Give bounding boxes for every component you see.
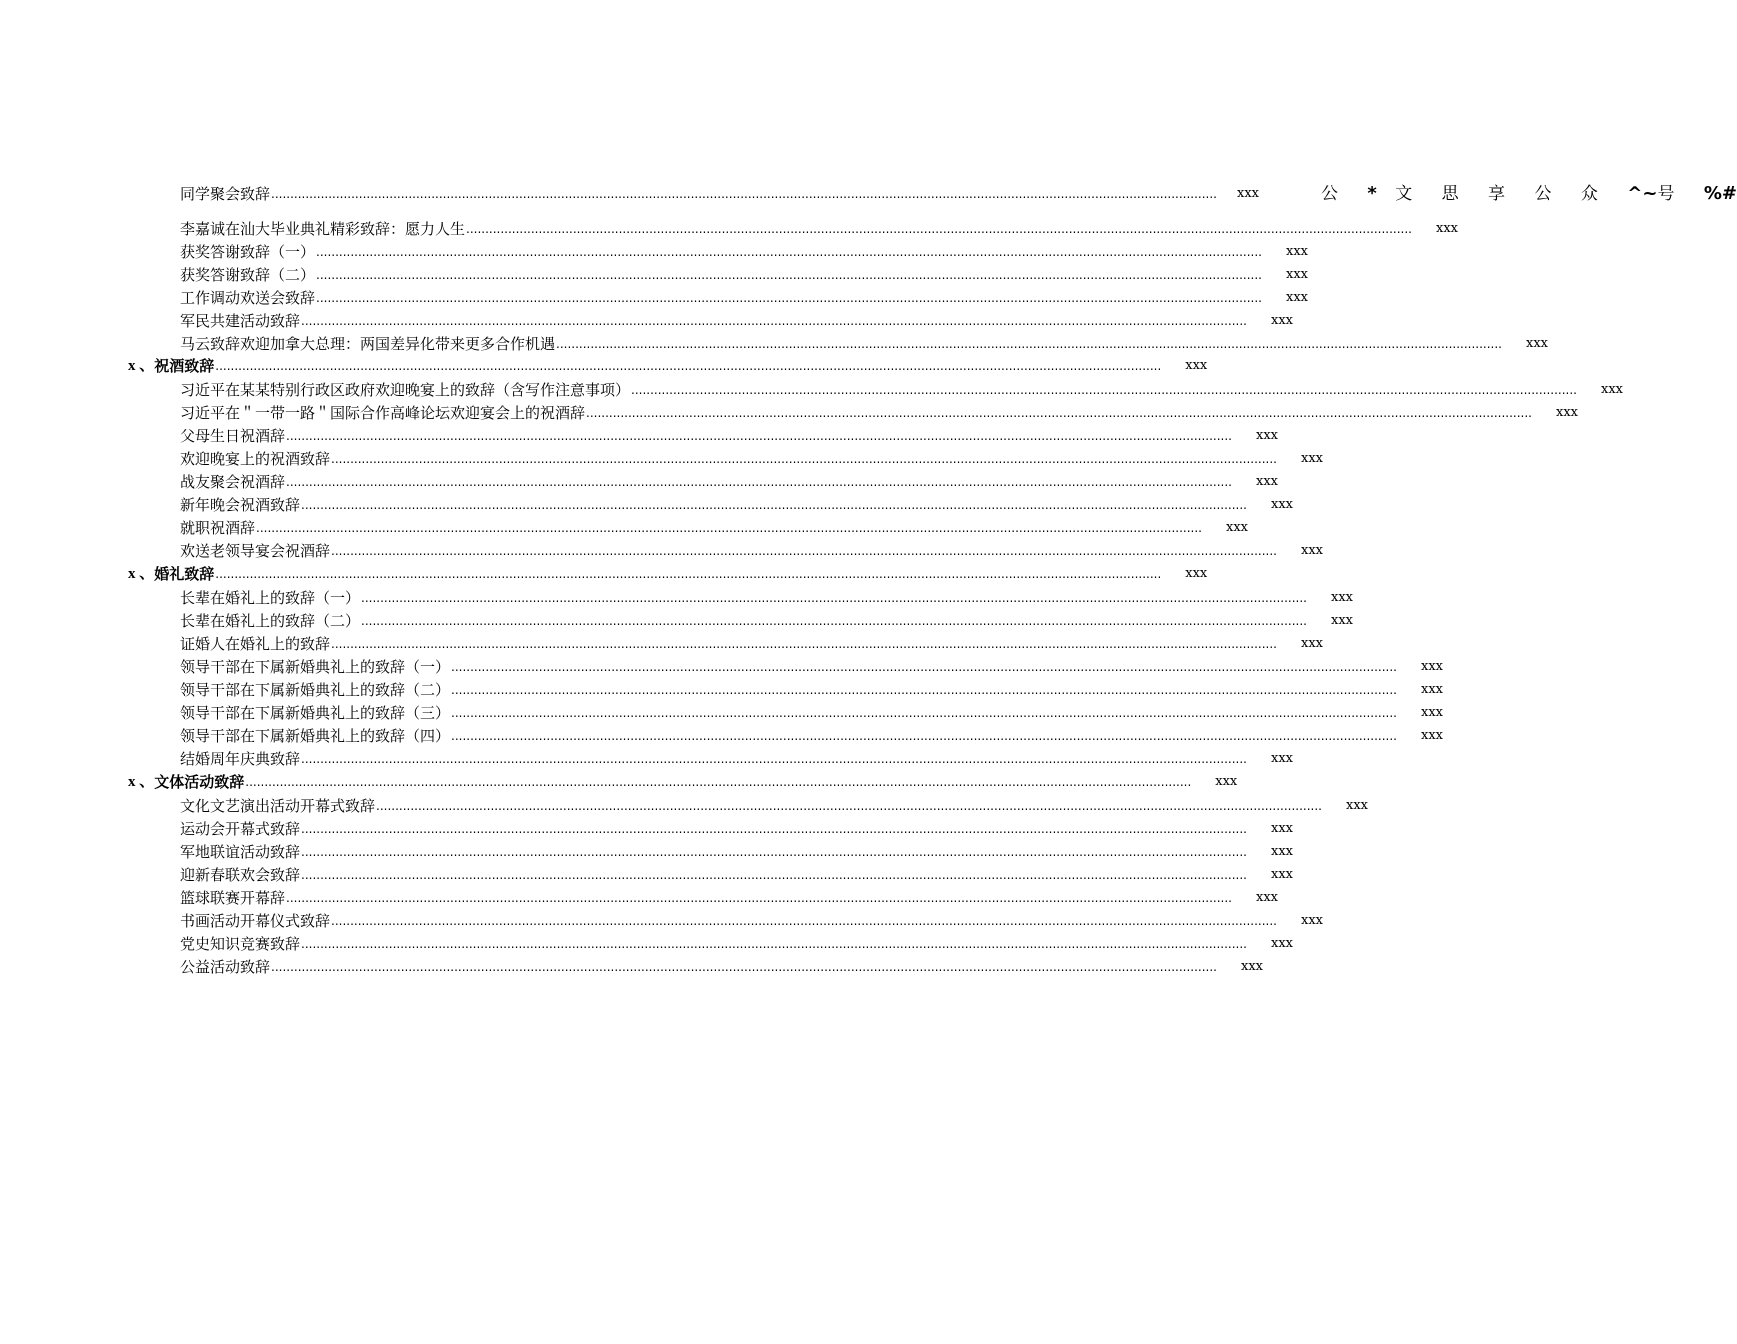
toc-entry-title: 军地联谊活动致辞 [180, 843, 301, 861]
dot-leader [301, 497, 1247, 513]
dot-leader [286, 890, 1232, 906]
toc-entry[interactable] [180, 794, 1368, 816]
toc-page-number: xxx [1556, 405, 1578, 420]
toc-page-number: xxx [1301, 636, 1323, 651]
toc-page-number: xxx [1256, 474, 1278, 489]
toc-entry[interactable] [180, 655, 1443, 677]
toc-page-number: xxx [1526, 336, 1548, 351]
dot-leader [301, 313, 1247, 329]
section-title: 婚礼致辞 [154, 565, 215, 583]
toc-entry[interactable] [180, 886, 1278, 908]
toc-page-number: xxx [1331, 613, 1353, 628]
dot-leader [271, 186, 1217, 202]
dot-leader [586, 405, 1532, 421]
dot-leader [451, 728, 1397, 744]
toc-entry[interactable] [180, 470, 1278, 492]
toc-page-number: xxx [1185, 566, 1208, 581]
toc-entry[interactable] [180, 955, 1263, 977]
dot-leader [361, 590, 1307, 606]
toc-entry[interactable] [180, 447, 1323, 469]
toc-page-number: xxx [1237, 186, 1259, 201]
toc-page-number: xxx [1301, 913, 1323, 928]
dot-leader [271, 959, 1217, 975]
toc-entry[interactable] [180, 909, 1323, 931]
toc-page-number: xxx [1256, 428, 1278, 443]
toc-entry[interactable] [180, 632, 1323, 654]
toc-page-number: xxx [1271, 313, 1293, 328]
toc-entry[interactable] [180, 539, 1323, 561]
toc-page-number: xxx [1256, 890, 1278, 905]
dot-leader [301, 936, 1247, 952]
toc-page-number: xxx [1346, 798, 1368, 813]
dot-leader [361, 613, 1307, 629]
dot-leader [466, 221, 1412, 237]
toc-entry-title: 领导干部在下属新婚典礼上的致辞（一） [180, 658, 451, 676]
toc-page-number: xxx [1421, 682, 1443, 697]
toc-entry[interactable] [180, 263, 1308, 285]
toc-entry-title: 迎新春联欢会致辞 [180, 866, 301, 884]
toc-entry[interactable] [180, 378, 1623, 400]
toc-entry-title: 战友聚会祝酒辞 [180, 473, 286, 491]
dot-leader [631, 382, 1577, 398]
watermark-text: 公 * 文 思 享 公 众 ^~号 %# [1321, 183, 1737, 204]
toc-page-number: xxx [1271, 936, 1293, 951]
toc-entry-title: 篮球联赛开幕辞 [180, 889, 286, 907]
toc-entry[interactable] [180, 586, 1353, 608]
toc-entry[interactable] [180, 493, 1293, 515]
toc-entry[interactable] [180, 286, 1308, 308]
toc-page-number: xxx [1301, 543, 1323, 558]
dot-leader [331, 636, 1277, 652]
dot-leader [245, 774, 1191, 790]
toc-entry-title: 工作调动欢送会致辞 [180, 289, 316, 307]
toc-entry-title: 获奖答谢致辞（一） [180, 243, 316, 261]
dot-leader [376, 798, 1322, 814]
toc-page-number: xxx [1421, 705, 1443, 720]
dot-leader [301, 821, 1247, 837]
dot-leader [451, 659, 1397, 675]
toc-entry-title: 李嘉诚在汕大毕业典礼精彩致辞：愿力人生 [180, 220, 466, 238]
toc-entry-title: 领导干部在下属新婚典礼上的致辞（二） [180, 681, 451, 699]
toc-entry-title: 父母生日祝酒辞 [180, 427, 286, 445]
toc-entry-title: 习近平在某某特别行政区政府欢迎晚宴上的致辞（含写作注意事项） [180, 381, 631, 399]
toc-page-number: xxx [1271, 867, 1293, 882]
toc-entry-title: 就职祝酒辞 [180, 519, 256, 537]
dot-leader [451, 682, 1397, 698]
dot-leader [451, 705, 1397, 721]
toc-page-number: xxx [1271, 497, 1293, 512]
dot-leader [215, 358, 1161, 374]
toc-page-number: xxx [1331, 590, 1353, 605]
toc-entry[interactable] [180, 424, 1278, 446]
toc-entry-title: 获奖答谢致辞（二） [180, 266, 316, 284]
toc-entry[interactable] [180, 863, 1293, 885]
toc-entry-title: 文化文艺演出活动开幕式致辞 [180, 797, 376, 815]
toc-page-number: xxx [1601, 382, 1623, 397]
toc-section-heading[interactable] [128, 354, 1208, 376]
dot-leader [286, 474, 1232, 490]
toc-entry[interactable] [180, 840, 1293, 862]
toc-entry[interactable] [180, 678, 1443, 700]
toc-page-number: xxx [1421, 728, 1443, 743]
dot-leader [316, 290, 1262, 306]
toc-section-heading[interactable] [128, 770, 1238, 792]
toc-page-number: xxx [1215, 774, 1238, 789]
dot-leader [316, 244, 1262, 260]
toc-page-number: xxx [1271, 751, 1293, 766]
toc-section-heading[interactable] [128, 562, 1208, 584]
toc-entry[interactable] [180, 217, 1458, 239]
toc-page-number: xxx [1301, 451, 1323, 466]
toc-entry[interactable] [180, 516, 1248, 538]
dot-leader [301, 844, 1247, 860]
toc-entry-title: 公益活动致辞 [180, 958, 271, 976]
section-marker: x 、 [128, 358, 155, 374]
toc-entry-title: 马云致辞欢迎加拿大总理：两国差异化带来更多合作机遇 [180, 335, 556, 353]
toc-entry-title: 长辈在婚礼上的致辞（二） [180, 612, 361, 630]
toc-entry-title: 长辈在婚礼上的致辞（一） [180, 589, 361, 607]
toc-page-number: xxx [1271, 844, 1293, 859]
toc-entry-title: 证婚人在婚礼上的致辞 [180, 635, 331, 653]
section-title: 文体活动致辞 [154, 773, 245, 791]
section-marker: x 、 [128, 774, 155, 790]
toc-page-number: xxx [1286, 267, 1308, 282]
toc-page-number: xxx [1286, 244, 1308, 259]
toc-page-number: xxx [1286, 290, 1308, 305]
toc-entry-title: 同学聚会致辞 [180, 185, 271, 203]
dot-leader [286, 428, 1232, 444]
dot-leader [331, 913, 1277, 929]
section-title: 祝酒致辞 [154, 357, 215, 375]
toc-entry-title: 结婚周年庆典致辞 [180, 750, 301, 768]
toc-entry-title: 军民共建活动致辞 [180, 312, 301, 330]
dot-leader [301, 867, 1247, 883]
dot-leader [215, 566, 1161, 582]
dot-leader [316, 267, 1262, 283]
toc-entry[interactable] [180, 240, 1308, 262]
dot-leader [331, 451, 1277, 467]
toc-entry-title: 领导干部在下属新婚典礼上的致辞（四） [180, 727, 451, 745]
toc-page-number: xxx [1241, 959, 1263, 974]
toc-entry-title: 书画活动开幕仪式致辞 [180, 912, 331, 930]
toc-entry[interactable] [180, 332, 1548, 354]
dot-leader [556, 336, 1502, 352]
toc-entry-title: 党史知识竞赛致辞 [180, 935, 301, 953]
toc-entry[interactable] [180, 401, 1578, 423]
toc-page-number: xxx [1421, 659, 1443, 674]
dot-leader [256, 520, 1202, 536]
toc-entry[interactable] [180, 932, 1293, 954]
section-marker: x 、 [128, 566, 155, 582]
toc-entry[interactable] [180, 747, 1293, 769]
toc-page-number: xxx [1226, 520, 1248, 535]
toc-page-number: xxx [1271, 821, 1293, 836]
toc-entry[interactable] [180, 701, 1443, 723]
toc-page-number: xxx [1436, 221, 1458, 236]
toc-entry[interactable] [180, 724, 1443, 746]
dot-leader [301, 751, 1247, 767]
toc-entry-title: 领导干部在下属新婚典礼上的致辞（三） [180, 704, 451, 722]
toc-entry-title: 运动会开幕式致辞 [180, 820, 301, 838]
toc-entry[interactable] [180, 609, 1353, 631]
toc-entry[interactable] [180, 817, 1293, 839]
toc-entry[interactable] [180, 309, 1293, 331]
toc-entry-first [180, 182, 1737, 204]
toc-page-number: xxx [1185, 358, 1208, 373]
toc-entry-title: 欢迎晚宴上的祝酒致辞 [180, 450, 331, 468]
toc-entry-title: 新年晚会祝酒致辞 [180, 496, 301, 514]
dot-leader [331, 543, 1277, 559]
toc-entry-title: 欢送老领导宴会祝酒辞 [180, 542, 331, 560]
toc-entry-title: 习近平在＂一带一路＂国际合作高峰论坛欢迎宴会上的祝酒辞 [180, 404, 586, 422]
